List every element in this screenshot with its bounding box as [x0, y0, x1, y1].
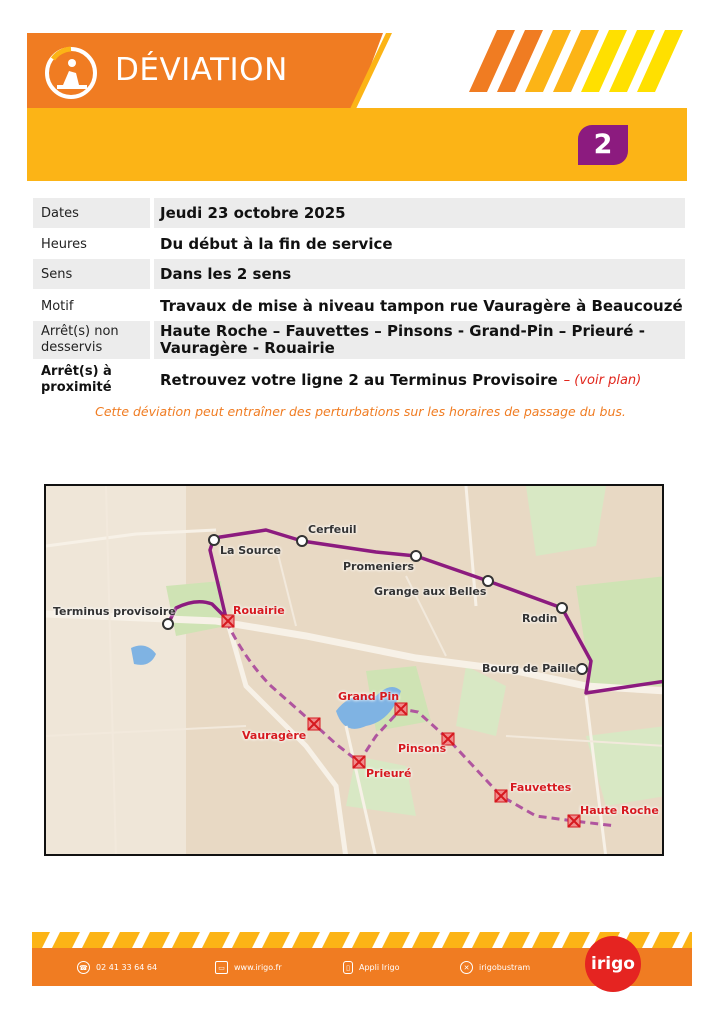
stop-label-la-source: La Source — [220, 544, 281, 557]
info-label: Arrêt(s) non desservis — [33, 321, 150, 359]
stop-label-cerfeuil: Cerfeuil — [308, 523, 357, 536]
info-value: Du début à la fin de service — [160, 235, 393, 253]
stop-marker — [163, 619, 173, 629]
info-label: Arrêt(s) à proximité — [41, 364, 112, 395]
smartphone-icon: ▯ — [343, 961, 353, 974]
info-label: Motif — [41, 298, 74, 314]
closed-label-rouairie: Rouairie — [233, 604, 285, 617]
info-label: Heures — [41, 236, 87, 252]
info-label: Dates — [33, 198, 150, 228]
line-number-badge: 2 — [578, 125, 628, 165]
social-handle: irigobustram — [479, 963, 531, 972]
info-row-direction — [33, 259, 685, 289]
page-title: DÉVIATION — [115, 52, 288, 88]
nearby-text: Retrouvez votre ligne 2 au Terminus Provisoire — [160, 371, 558, 389]
see-map-note: – (voir plan) — [563, 372, 642, 388]
footer-social[interactable] — [460, 961, 530, 974]
disclaimer: Cette déviation peut entraîner des perturbations sur les horaires de passage du bus. — [95, 404, 626, 419]
stop-label-terminus-provisoire: Terminus provisoire — [53, 605, 176, 618]
info-row-nearby-stops — [33, 362, 685, 398]
closed-label-pinsons: Pinsons — [398, 742, 447, 755]
info-label: Sens — [33, 259, 150, 289]
footer-phone[interactable] — [77, 961, 157, 974]
monitor-icon: ▭ — [215, 961, 228, 974]
stop-label-grange-aux-belles: Grange aux Belles — [374, 585, 487, 598]
footer-app[interactable] — [343, 961, 399, 974]
info-row-dates — [33, 198, 685, 228]
stop-label-rodin: Rodin — [522, 612, 558, 625]
stop-label-promeniers: Promeniers — [343, 560, 415, 573]
info-value — [154, 362, 685, 398]
app-label: Appli Irigo — [359, 963, 400, 972]
phone-number: 02 41 33 64 64 — [96, 963, 158, 972]
stop-marker — [557, 603, 567, 613]
info-value: Haute Roche – Fauvettes – Pinsons - Grand-Pin – Prieuré - Vauragère - Rouairie — [154, 321, 685, 359]
stop-marker — [297, 536, 307, 546]
info-row-closed-stops — [33, 321, 685, 359]
deviation-map — [44, 484, 664, 856]
info-row-hours — [33, 229, 685, 259]
closed-label-fauvettes: Fauvettes — [510, 781, 572, 794]
closed-label-vauragere: Vauragère — [242, 729, 307, 742]
phone-icon: ☎ — [77, 961, 90, 974]
stop-marker — [577, 664, 587, 674]
closed-label-prieure: Prieuré — [366, 767, 412, 780]
closed-label-haute-roche: Haute Roche — [580, 804, 659, 817]
info-value: Jeudi 23 octobre 2025 — [154, 198, 685, 228]
x-icon: ✕ — [460, 961, 473, 974]
roadworks-icon — [43, 45, 99, 101]
irigo-logo[interactable]: irigo — [585, 936, 641, 992]
header-banner-edge — [340, 33, 396, 113]
footer-website[interactable] — [215, 961, 282, 974]
stop-marker — [209, 535, 219, 545]
info-row-reason — [33, 291, 685, 321]
info-value: Dans les 2 sens — [154, 259, 685, 289]
website-link: www.irigo.fr — [234, 963, 282, 972]
info-value: Travaux de mise à niveau tampon rue Vauragère à Beaucouzé — [160, 297, 683, 315]
closed-label-grand-pin: Grand Pin — [338, 690, 400, 703]
decorative-stripes — [455, 30, 690, 92]
stop-label-bourg-de-paille: Bourg de Paille — [482, 662, 577, 675]
